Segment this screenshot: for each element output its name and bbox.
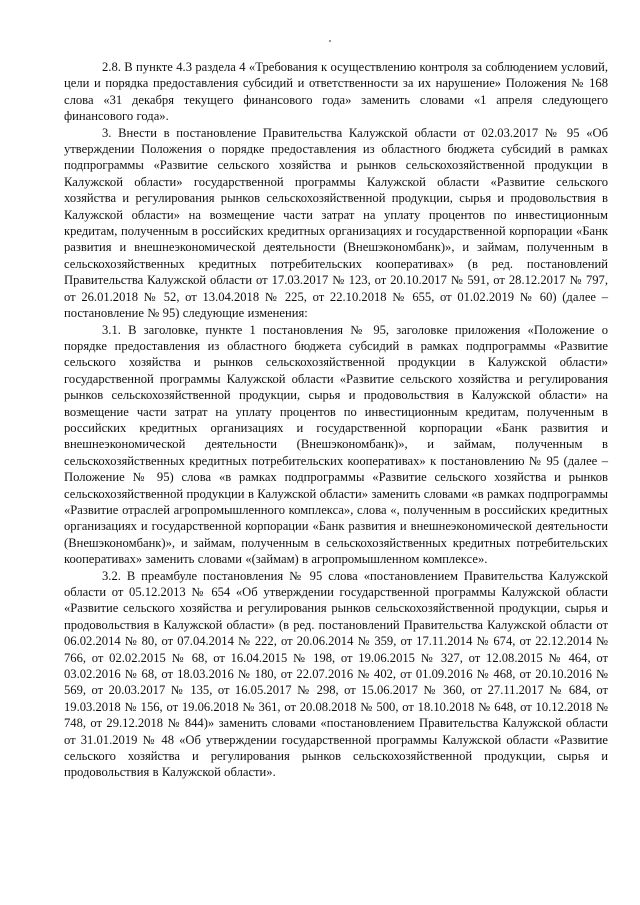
scan-speck	[329, 40, 331, 42]
paragraph-3-1: 3.1. В заголовке, пункте 1 постановления № 95, заголовке приложения «Положение о порядке предоставления из областного бюджета субсидий в рамках подпрограммы «Развитие сельского хозяйства и рынков сельскохозяйственной продукции в Калужской области» государственной программы Калужской области «Развитие сельского хозяйства и регулирования рынков сельскохозяйственной продукции, сырья и продовольствия в Калужской области» на возмещение части затрат на уплату процентов по инвестиционным кредитам, полученным в российских кредитных организациях и государственной корпорации «Банк развития и внешнеэкономической деятельности (Внешэкономбанк)», и займам, полученным в сельскохозяйственных кредитных потребительских кооперативах» к постановлению № 95 (далее – Положение № 95) слова «в рамках подпрограммы «Развитие сельского хозяйства и рынков сельскохозяйственной продукции в Калужской области» заменить словами «в рамках подпрограммы «Развитие отраслей агропромышленного комплекса», слова «, полученным в российских кредитных организациях и государственной корпорации «Банк развития и внешнеэкономической деятельности (Внешэкономбанк)», и займам, полученным в сельскохозяйственных кредитных потребительских кооперативах» заменить словами «(займам) в агропромышленном комплексе».	[64, 322, 608, 567]
paragraph-3-2: 3.2. В преамбуле постановления № 95 слова «постановлением Правительства Калужской области от 05.12.2013 № 654 «Об утверждении государственной программы Калужской области «Развитие сельского хозяйства и регулирования рынков сельскохозяйственной продукции, сырья и продовольствия в Калужской области» (в ред. постановлений Правительства Калужской области от 06.02.2014 № 80, от 07.04.2014 № 222, от 20.06.2014 № 359, от 17.11.2014 № 674, от 22.12.2014 № 766, от 02.02.2015 № 68, от 16.04.2015 № 198, от 19.06.2015 № 327, от 12.08.2015 № 464, от 03.02.2016 № 68, от 18.03.2016 № 180, от 22.07.2016 № 402, от 01.09.2016 № 468, от 20.10.2016 № 569, от 20.03.2017 № 135, от 16.05.2017 № 298, от 15.06.2017 № 360, от 27.11.2017 № 684, от 19.03.2018 № 156, от 19.06.2018 № 361, от 20.08.2018 № 500, от 18.10.2018 № 648, от 10.12.2018 № 748, от 29.12.2018 № 844)» заменить словами «постановлением Правительства Калужской области от 31.01.2019 № 48 «Об утверждении государственной программы Калужской области «Развитие сельского хозяйства и регулирования рынков сельскохозяйственной продукции, сырья и продовольствия в Калужской области».	[64, 568, 608, 780]
paragraph-2-8: 2.8. В пункте 4.3 раздела 4 «Требования к осуществлению контроля за соблюдением условий, цели и порядка предоставления субсидий и ответственности за их нарушение» Положения № 168 слова «31 декабря текущего финансового года» заменить словами «1 апреля следующего финансового года».	[64, 60, 608, 124]
paragraph-3: 3. Внести в постановление Правительства Калужской области от 02.03.2017 № 95 «Об утверждении Положения о порядке предоставления из областного бюджета субсидий в рамках подпрограммы «Развитие сельского хозяйства и рынков сельскохозяйственной продукции в Калужской области» государственной программы Калужской области «Развитие сельского хозяйства и регулирования рынков сельскохозяйственной продукции, сырья и продовольствия в Калужской области» на возмещение части затрат на уплату процентов по инвестиционным кредитам, полученным в российских кредитных организациях и государственной корпорации «Банк развития и внешнеэкономической деятельности (Внешэкономбанк)», и займам, полученным в сельскохозяйственных кредитных потребительских кооперативах» (в ред. постановлений Правительства Калужской области от 17.03.2017 № 123, от 20.10.2017 № 591, от 28.12.2017 № 797, от 26.01.2018 № 52, от 13.04.2018 № 225, от 22.10.2018 № 655, от 01.02.2019 № 60) (далее – постановление № 95) следующие изменения:	[64, 125, 608, 321]
